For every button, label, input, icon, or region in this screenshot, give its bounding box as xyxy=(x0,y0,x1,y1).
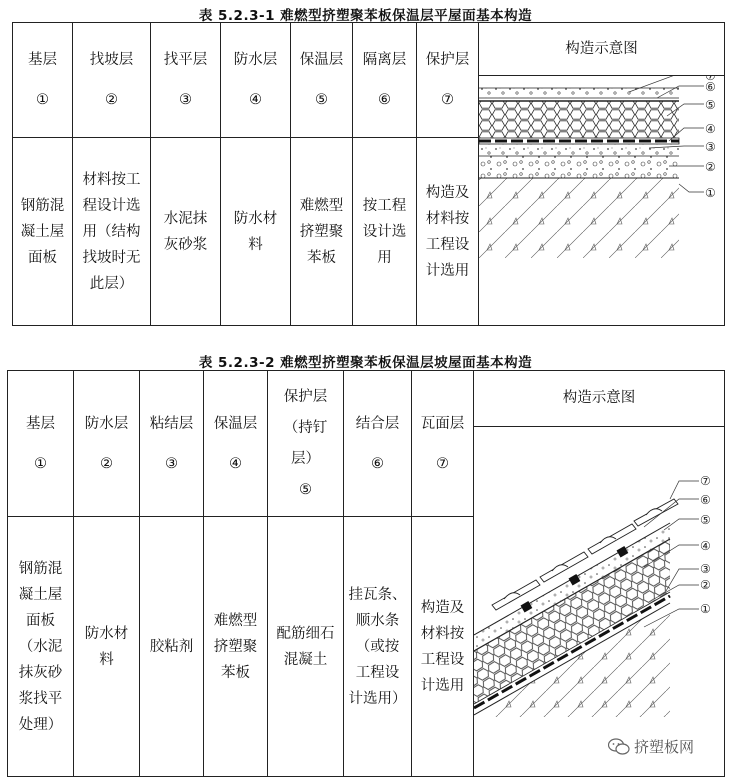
t1-cell-level: 水泥抹 灰砂浆 xyxy=(151,138,221,326)
t1-header-slope: 找坡层 ② xyxy=(73,23,151,138)
t2-cell-waterproof: 防水材 料 xyxy=(74,517,140,777)
t1-diagram-cell xyxy=(479,23,725,326)
table2 xyxy=(7,370,725,777)
t1-cell-isolation: 按工程 设计选 用 xyxy=(353,138,417,326)
t2-cell-base: 钢筋混 凝土屋 面板 （水泥 抹灰砂 浆找平 处理） xyxy=(8,517,74,777)
t2-cell-insulation: 难燃型 挤塑聚 苯板 xyxy=(204,517,268,777)
t2-header-insulation: 保温层 ④ xyxy=(204,371,268,517)
t2-label-4: ④ xyxy=(700,539,711,553)
t1-cell-slope: 材料按工 程设计选 用（结构 找坡时无 此层） xyxy=(73,138,151,326)
watermark-text: 挤塑板网 xyxy=(634,738,695,756)
t2-header-tile: 瓦面层 ⑦ xyxy=(412,371,474,517)
table1-caption: 表 5.2.3-1 难燃型挤塑聚苯板保温层平屋面基本构造 xyxy=(198,8,533,24)
t1-label-1: ① xyxy=(705,186,716,200)
t2-label-3: ③ xyxy=(700,562,711,576)
t1-label-5: ⑤ xyxy=(705,98,716,112)
t1-label-7: ⑦ xyxy=(705,76,716,83)
t2-diagram xyxy=(474,427,725,767)
t2-header-bonding: 结合层 ⑥ xyxy=(344,371,412,517)
t2-label-7: ⑦ xyxy=(700,474,711,488)
t1-label-3: ③ xyxy=(705,140,716,154)
t2-label-6: ⑥ xyxy=(700,493,711,507)
t1-header-waterproof: 防水层 ④ xyxy=(221,23,291,138)
t1-label-2: ② xyxy=(705,160,716,174)
t2-label-2: ② xyxy=(700,578,711,592)
wechat-icon xyxy=(608,738,630,756)
t1-header-isolation: 隔离层 ⑥ xyxy=(353,23,417,138)
t2-header-base: 基层 ① xyxy=(8,371,74,517)
t1-label-4: ④ xyxy=(705,122,716,136)
t1-cell-protection: 构造及 材料按 工程设 计选用 xyxy=(417,138,479,326)
t2-cell-tile: 构造及 材料按 工程设 计选用 xyxy=(412,517,474,777)
t2-cell-protection: 配筋细石 混凝土 xyxy=(268,517,344,777)
t2-header-protection: 保护层 （持钉 层） ⑤ xyxy=(268,371,344,517)
t2-header-waterproof: 防水层 ② xyxy=(74,371,140,517)
watermark xyxy=(608,736,694,757)
t1-label-6: ⑥ xyxy=(705,80,716,94)
t1-header-base: 基层 ① xyxy=(13,23,73,138)
table2-caption: 表 5.2.3-2 难燃型挤塑聚苯板保温层坡屋面基本构造 xyxy=(198,355,533,371)
t2-label-5: ⑤ xyxy=(700,513,711,527)
t2-diagram-cell xyxy=(474,371,725,777)
t2-header-adhesive: 粘结层 ③ xyxy=(140,371,204,517)
t2-cell-bonding: 挂瓦条、 顺水条 （或按 工程设 计选用） xyxy=(344,517,412,777)
table1 xyxy=(12,22,725,326)
t1-diagram xyxy=(479,76,725,316)
t2-diagram-title: 构造示意图 xyxy=(474,371,724,427)
t2-label-1: ① xyxy=(700,602,711,616)
t2-cell-adhesive: 胶粘剂 xyxy=(140,517,204,777)
t1-cell-waterproof: 防水材 料 xyxy=(221,138,291,326)
t1-header-insulation: 保温层 ⑤ xyxy=(291,23,353,138)
t1-header-protection: 保护层 ⑦ xyxy=(417,23,479,138)
t1-cell-base: 钢筋混 凝土屋 面板 xyxy=(13,138,73,326)
t1-header-level: 找平层 ③ xyxy=(151,23,221,138)
t1-cell-insulation: 难燃型 挤塑聚 苯板 xyxy=(291,138,353,326)
t1-diagram-title: 构造示意图 xyxy=(479,23,724,76)
